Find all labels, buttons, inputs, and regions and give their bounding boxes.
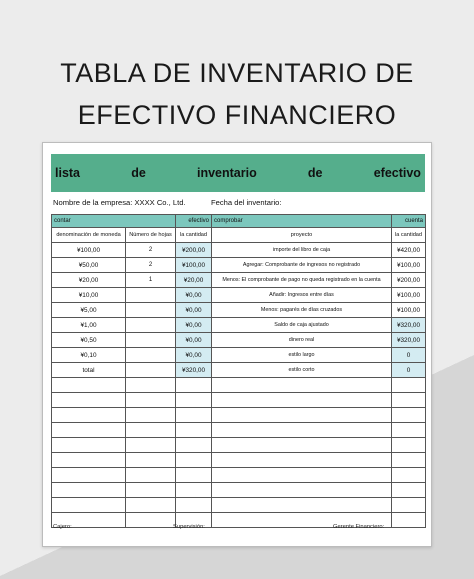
table-cell: ¥0,00 [176, 318, 212, 333]
empty-cell [126, 498, 176, 513]
table-cell: ¥100,00 [392, 258, 426, 273]
table-row [52, 243, 426, 258]
table-cell [126, 348, 176, 363]
empty-cell [52, 468, 126, 483]
empty-cell [176, 393, 212, 408]
table-cell: ¥100,00 [392, 303, 426, 318]
table-cell: Menos: pagarés de días cruzados [212, 303, 392, 318]
empty-row [52, 453, 426, 468]
table-cell: 2 [126, 258, 176, 273]
table-cell: ¥10,00 [52, 288, 126, 303]
table-cell [126, 303, 176, 318]
header-word: inventario [196, 166, 257, 180]
empty-cell [52, 453, 126, 468]
table-cell: estilo largo [212, 348, 392, 363]
empty-cell [52, 408, 126, 423]
empty-cell [52, 438, 126, 453]
table-cell: ¥20,00 [52, 273, 126, 288]
empty-cell [176, 483, 212, 498]
table-cell: Saldo de caja ajustado [212, 318, 392, 333]
empty-row [52, 378, 426, 393]
empty-cell [392, 468, 426, 483]
header-word: de [131, 166, 146, 180]
empty-row [52, 423, 426, 438]
table-cell: ¥0,10 [52, 348, 126, 363]
table-cell: 2 [126, 243, 176, 258]
spreadsheet-preview [42, 142, 432, 547]
table-cell: ¥0,00 [176, 348, 212, 363]
empty-cell [126, 408, 176, 423]
empty-cell [52, 483, 126, 498]
empty-cell [392, 423, 426, 438]
table-cell: ¥5,00 [52, 303, 126, 318]
header-word: lista [55, 166, 81, 180]
company-name: Nombre de la empresa: XXXX Co., Ltd. [53, 198, 186, 207]
empty-row [52, 393, 426, 408]
empty-cell [392, 498, 426, 513]
empty-cell [212, 378, 392, 393]
empty-cell [212, 483, 392, 498]
empty-cell [212, 468, 392, 483]
cashier-label: Cajero: [53, 524, 72, 530]
empty-row [52, 408, 426, 423]
title-line-1: TABLA DE INVENTARIO DE [60, 58, 414, 88]
empty-cell [176, 453, 212, 468]
empty-cell [392, 438, 426, 453]
empty-cell [126, 468, 176, 483]
table-cell: ¥100,00 [52, 243, 126, 258]
empty-cell [392, 378, 426, 393]
empty-cell [392, 393, 426, 408]
empty-cell [212, 423, 392, 438]
empty-cell [212, 438, 392, 453]
table-cell: estilo corto [212, 363, 392, 378]
table-cell [126, 288, 176, 303]
empty-cell [126, 423, 176, 438]
empty-row [52, 438, 426, 453]
section-header-row [52, 215, 426, 228]
title-line-2: EFECTIVO FINANCIERO [77, 100, 397, 130]
empty-cell [392, 453, 426, 468]
inventory-table [51, 214, 426, 528]
table-cell: ¥320,00 [392, 318, 426, 333]
empty-cell [126, 393, 176, 408]
table-cell: ¥100,00 [392, 288, 426, 303]
header-word: de [307, 166, 323, 180]
column-header: la cantidad [176, 228, 212, 243]
empty-cell [176, 408, 212, 423]
section-check-label: comprobar [212, 215, 392, 228]
table-cell: ¥0,50 [52, 333, 126, 348]
empty-cell [126, 483, 176, 498]
table-row [52, 273, 426, 288]
table-cell: ¥100,00 [176, 258, 212, 273]
table-cell: 0 [392, 363, 426, 378]
column-header: la cantidad [392, 228, 426, 243]
empty-cell [392, 408, 426, 423]
table-cell: ¥320,00 [176, 363, 212, 378]
table-cell: ¥200,00 [176, 243, 212, 258]
table-cell: ¥320,00 [392, 333, 426, 348]
supervision-label: Supervisión: [173, 524, 205, 530]
empty-row [52, 468, 426, 483]
table-cell: total [52, 363, 126, 378]
empty-cell [176, 468, 212, 483]
table-cell [126, 333, 176, 348]
table-row [52, 258, 426, 273]
column-header: denominación de moneda [52, 228, 126, 243]
table-row [52, 288, 426, 303]
section-account-label: cuenta [392, 215, 426, 228]
column-header: Número de hojas [126, 228, 176, 243]
table-row [52, 303, 426, 318]
table-row [52, 363, 426, 378]
empty-cell [126, 378, 176, 393]
table-row [52, 348, 426, 363]
table-cell: Añadir: Ingresos entre días [212, 288, 392, 303]
table-cell: importe del libro de caja [212, 243, 392, 258]
table-cell: ¥50,00 [52, 258, 126, 273]
table-cell: Agregar: Comprobante de ingresos no registrado [212, 258, 392, 273]
empty-cell [52, 393, 126, 408]
table-row [52, 333, 426, 348]
table-cell: ¥1,00 [52, 318, 126, 333]
empty-cell [176, 378, 212, 393]
table-cell: ¥0,00 [176, 333, 212, 348]
empty-cell [212, 498, 392, 513]
empty-cell [392, 483, 426, 498]
empty-row [52, 483, 426, 498]
empty-cell [212, 393, 392, 408]
inventory-date: Fecha del inventario: [211, 198, 282, 207]
table-cell [126, 318, 176, 333]
empty-cell [212, 453, 392, 468]
table-cell: 1 [126, 273, 176, 288]
empty-row [52, 498, 426, 513]
empty-cell [176, 498, 212, 513]
empty-cell [176, 438, 212, 453]
page-title [0, 52, 474, 136]
table-cell: ¥420,00 [392, 243, 426, 258]
table-cell: 0 [392, 348, 426, 363]
column-header: proyecto [212, 228, 392, 243]
header-word: efectivo [373, 166, 421, 180]
empty-cell [126, 453, 176, 468]
empty-cell [126, 438, 176, 453]
meta-row [51, 198, 425, 212]
empty-cell [176, 423, 212, 438]
section-cash-label: efectivo [176, 215, 212, 228]
table-cell: ¥200,00 [392, 273, 426, 288]
table-cell: Menos: El comprobante de pago no queda registrado en la cuenta [212, 273, 392, 288]
table-cell: ¥0,00 [176, 288, 212, 303]
table-row [52, 318, 426, 333]
empty-cell [52, 423, 126, 438]
empty-cell [212, 408, 392, 423]
sheet-header-bar [51, 154, 425, 192]
table-cell [126, 363, 176, 378]
empty-cell [52, 378, 126, 393]
empty-cell [52, 498, 126, 513]
manager-label: Gerente Financiero: [333, 524, 385, 530]
signature-footer [51, 524, 425, 536]
table-cell: ¥20,00 [176, 273, 212, 288]
table-cell: ¥0,00 [176, 303, 212, 318]
table-cell: dinero real [212, 333, 392, 348]
section-count-label: contar [52, 215, 176, 228]
column-header-row [52, 228, 426, 243]
